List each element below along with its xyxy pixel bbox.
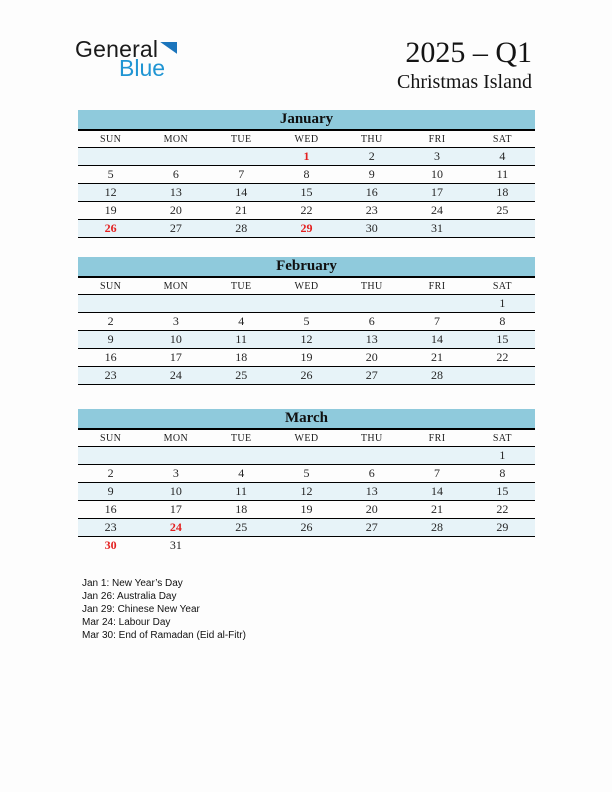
day-cell: 6 [172,167,179,181]
week-row [78,349,535,367]
day-cell: 7 [434,466,441,480]
day-cell: 28 [235,221,248,235]
day-cell: 24 [169,520,182,534]
week-row [78,519,535,537]
day-cell: 6 [368,314,375,328]
day-cell: 22 [300,203,313,217]
day-cell: 3 [434,149,441,163]
week-row [78,537,535,555]
holiday-legend [82,577,246,642]
day-cell: 25 [496,203,509,217]
weekday-header: TUE [209,277,274,295]
holiday-note: Jan 26: Australia Day [82,591,177,602]
week-row [78,447,535,465]
weekday-header-row [78,429,535,447]
week-row [78,220,535,238]
holiday-note: Mar 30: End of Ramadan (Eid al-Fitr) [82,630,246,641]
day-cell: 16 [104,350,117,364]
empty-day-cell [404,537,469,555]
day-cell: 7 [238,167,245,181]
day-cell: 9 [107,332,114,346]
day-cell: 13 [169,185,182,199]
day-cell: 23 [104,368,117,382]
holiday-note: Jan 1: New Year’s Day [82,578,183,589]
day-cell: 27 [169,221,182,235]
weekday-header-row [78,277,535,295]
day-cell: 15 [496,484,509,498]
page-title: 2025 – Q1 [405,36,532,69]
day-cell: 17 [169,350,182,364]
day-cell: 21 [431,502,444,516]
day-cell: 26 [300,368,313,382]
day-cell: 4 [499,149,506,163]
week-row [78,202,535,220]
day-cell: 7 [434,314,441,328]
day-cell: 25 [235,368,248,382]
day-cell: 14 [235,185,248,199]
day-cell: 25 [235,520,248,534]
empty-day-cell [78,148,143,166]
day-cell: 2 [107,466,114,480]
day-cell: 18 [235,502,248,516]
day-cell: 15 [496,332,509,346]
page-subtitle: Christmas Island [397,71,532,93]
day-cell: 22 [496,502,509,516]
empty-day-cell [209,447,274,465]
day-cell: 11 [235,484,247,498]
month-table-january [78,110,535,238]
day-cell: 14 [431,332,444,346]
weekday-header: SUN [78,429,143,447]
weekday-header: SUN [78,277,143,295]
day-cell: 21 [235,203,248,217]
week-row [78,483,535,501]
month-table-march [78,409,535,554]
day-cell: 12 [104,185,117,199]
weekday-header: MON [143,130,208,148]
week-row [78,295,535,313]
day-cell: 29 [300,221,313,235]
day-cell: 22 [496,350,509,364]
day-cell: 2 [107,314,114,328]
day-cell: 30 [365,221,378,235]
empty-day-cell [274,447,339,465]
weekday-header: THU [339,277,404,295]
day-cell: 21 [431,350,444,364]
weekday-header-row [78,130,535,148]
empty-day-cell [470,537,535,555]
week-row [78,148,535,166]
empty-day-cell [339,537,404,555]
day-cell: 27 [365,520,378,534]
weekday-header: FRI [404,429,469,447]
day-cell: 4 [238,466,245,480]
month-header-row [78,257,535,277]
day-cell: 19 [300,502,313,516]
month-header-row [78,110,535,130]
day-cell: 20 [365,502,378,516]
empty-day-cell [339,447,404,465]
month-header-row [78,409,535,429]
day-cell: 1 [303,149,310,163]
weekday-header: SAT [470,277,535,295]
day-cell: 26 [104,221,117,235]
day-cell: 24 [431,203,444,217]
day-cell: 27 [365,368,378,382]
day-cell: 31 [169,538,182,552]
day-cell: 13 [365,484,378,498]
weekday-header: MON [143,429,208,447]
weekday-header: THU [339,429,404,447]
empty-day-cell [404,295,469,313]
logo-text-blue: Blue [119,55,166,81]
weekday-header: FRI [404,277,469,295]
weekday-header: TUE [209,429,274,447]
day-cell: 20 [169,203,182,217]
day-cell: 1 [499,296,506,310]
day-cell: 13 [365,332,378,346]
day-cell: 5 [107,167,114,181]
week-row [78,313,535,331]
week-row [78,465,535,483]
month-title: February [78,257,535,277]
day-cell: 5 [303,466,310,480]
month-title: March [78,409,535,429]
empty-day-cell [339,295,404,313]
empty-day-cell [470,367,535,385]
day-cell: 12 [300,332,313,346]
day-cell: 9 [368,167,375,181]
day-cell: 10 [169,484,182,498]
day-cell: 8 [499,314,506,328]
day-cell: 10 [169,332,182,346]
week-row [78,501,535,519]
empty-day-cell [209,295,274,313]
day-cell: 18 [496,185,509,199]
weekday-header: WED [274,429,339,447]
day-cell: 23 [365,203,378,217]
empty-day-cell [78,447,143,465]
empty-day-cell [143,295,208,313]
day-cell: 17 [169,502,182,516]
day-cell: 26 [300,520,313,534]
day-cell: 19 [104,203,117,217]
weekday-header: SUN [78,130,143,148]
empty-day-cell [78,295,143,313]
weekday-header: WED [274,130,339,148]
empty-day-cell [143,447,208,465]
day-cell: 6 [368,466,375,480]
week-row [78,331,535,349]
day-cell: 20 [365,350,378,364]
day-cell: 3 [172,314,179,328]
day-cell: 11 [496,167,509,181]
week-row [78,367,535,385]
day-cell: 28 [431,520,444,534]
day-cell: 17 [431,185,444,199]
day-cell: 19 [300,350,313,364]
month-table-february [78,257,535,385]
day-cell: 24 [169,368,182,382]
day-cell: 29 [496,520,509,534]
day-cell: 8 [303,167,310,181]
weekday-header: SAT [470,130,535,148]
holiday-note: Jan 29: Chinese New Year [82,604,200,615]
header-titles [397,36,532,95]
day-cell: 15 [300,185,313,199]
day-cell: 16 [365,185,378,199]
day-cell: 3 [172,466,179,480]
empty-day-cell [274,295,339,313]
week-row [78,166,535,184]
empty-day-cell [209,148,274,166]
month-tables-container [78,110,535,573]
holiday-note: Mar 24: Labour Day [82,617,171,628]
day-cell: 23 [104,520,117,534]
day-cell: 18 [235,350,248,364]
empty-day-cell [143,148,208,166]
month-title: January [78,110,535,130]
empty-day-cell [209,537,274,555]
empty-day-cell [274,537,339,555]
weekday-header: SAT [470,429,535,447]
day-cell: 11 [235,332,247,346]
logo-triangle-icon [160,42,177,54]
day-cell: 9 [107,484,114,498]
day-cell: 28 [431,368,444,382]
day-cell: 8 [499,466,506,480]
logo-text-general: General [75,36,159,62]
weekday-header: MON [143,277,208,295]
day-cell: 31 [431,221,444,235]
day-cell: 2 [368,149,375,163]
day-cell: 1 [499,448,506,462]
day-cell: 14 [431,484,444,498]
empty-day-cell [470,220,535,238]
week-row [78,184,535,202]
day-cell: 12 [300,484,313,498]
day-cell: 10 [431,167,444,181]
weekday-header: WED [274,277,339,295]
general-blue-logo [75,38,177,80]
weekday-header: TUE [209,130,274,148]
day-cell: 30 [104,538,117,552]
weekday-header: FRI [404,130,469,148]
day-cell: 4 [238,314,245,328]
empty-day-cell [404,447,469,465]
day-cell: 5 [303,314,310,328]
day-cell: 16 [104,502,117,516]
weekday-header: THU [339,130,404,148]
